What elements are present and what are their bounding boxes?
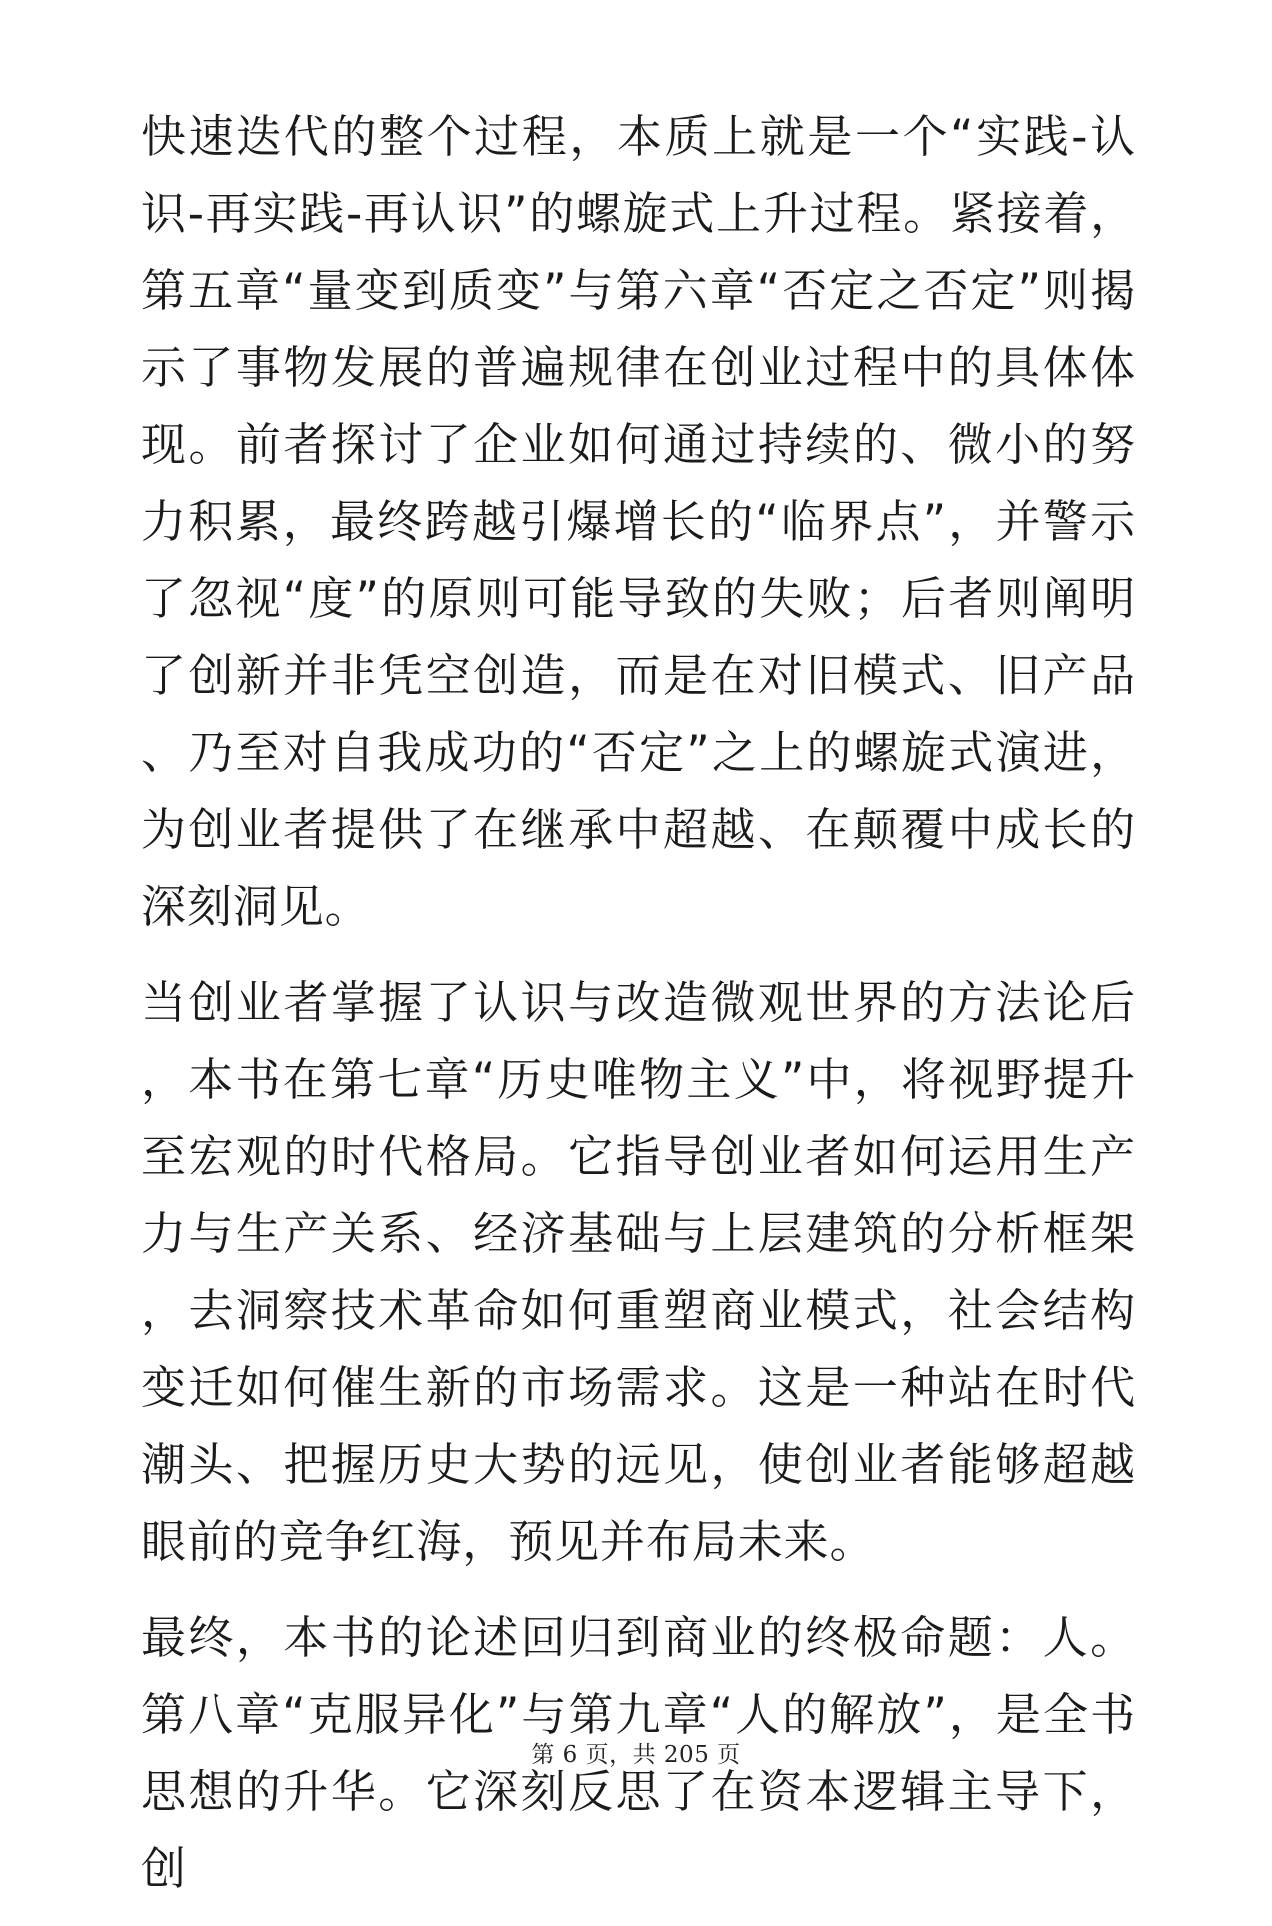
paragraph-1: 快速迭代的整个过程，本质上就是一个“实践-认识-再实践-再认识”的螺旋式上升过程。紧接着，第五章“量变到质变”与第六章“否定之否定”则揭示了事物发展的普遍规律在创业过程中的具体体现。前者探讨了企业如何通过持续的、微小的努力积累，最终跨越引爆增长的“临界点”，并警示了忽视“度”的原则可能导致的失败；后者则阐明了创新并非凭空创造，而是在对旧模式、旧产品、乃至对自我成功的“否定”之上的螺旋式演进，为创业者提供了在继承中超越、在颠覆中成长的深刻洞见。 [141,110,1136,933]
paragraph-3: 最终，本书的论述回归到商业的终极命题：人。第八章“克服异化”与第九章“人的解放”，是全书思想的升华。它深刻反思了在资本逻辑主导下，创 [141,1611,1136,1895]
body-text [141,98,1136,1926]
paragraph-2: 当创业者掌握了认识与改造微观世界的方法论后，本书在第七章“历史唯物主义”中，将视野提升至宏观的时代格局。它指导创业者如何运用生产力与生产关系、经济基础与上层建筑的分析框架，去洞察技术革命如何重塑商业模式，社会结构变迁如何催生新的市场需求。这是一种站在时代潮头、把握历史大势的远见，使创业者能够超越眼前的竞争红海，预见并布局未来。 [141,976,1136,1568]
page-footer: 第 6 页，共 205 页 [531,1742,741,1768]
